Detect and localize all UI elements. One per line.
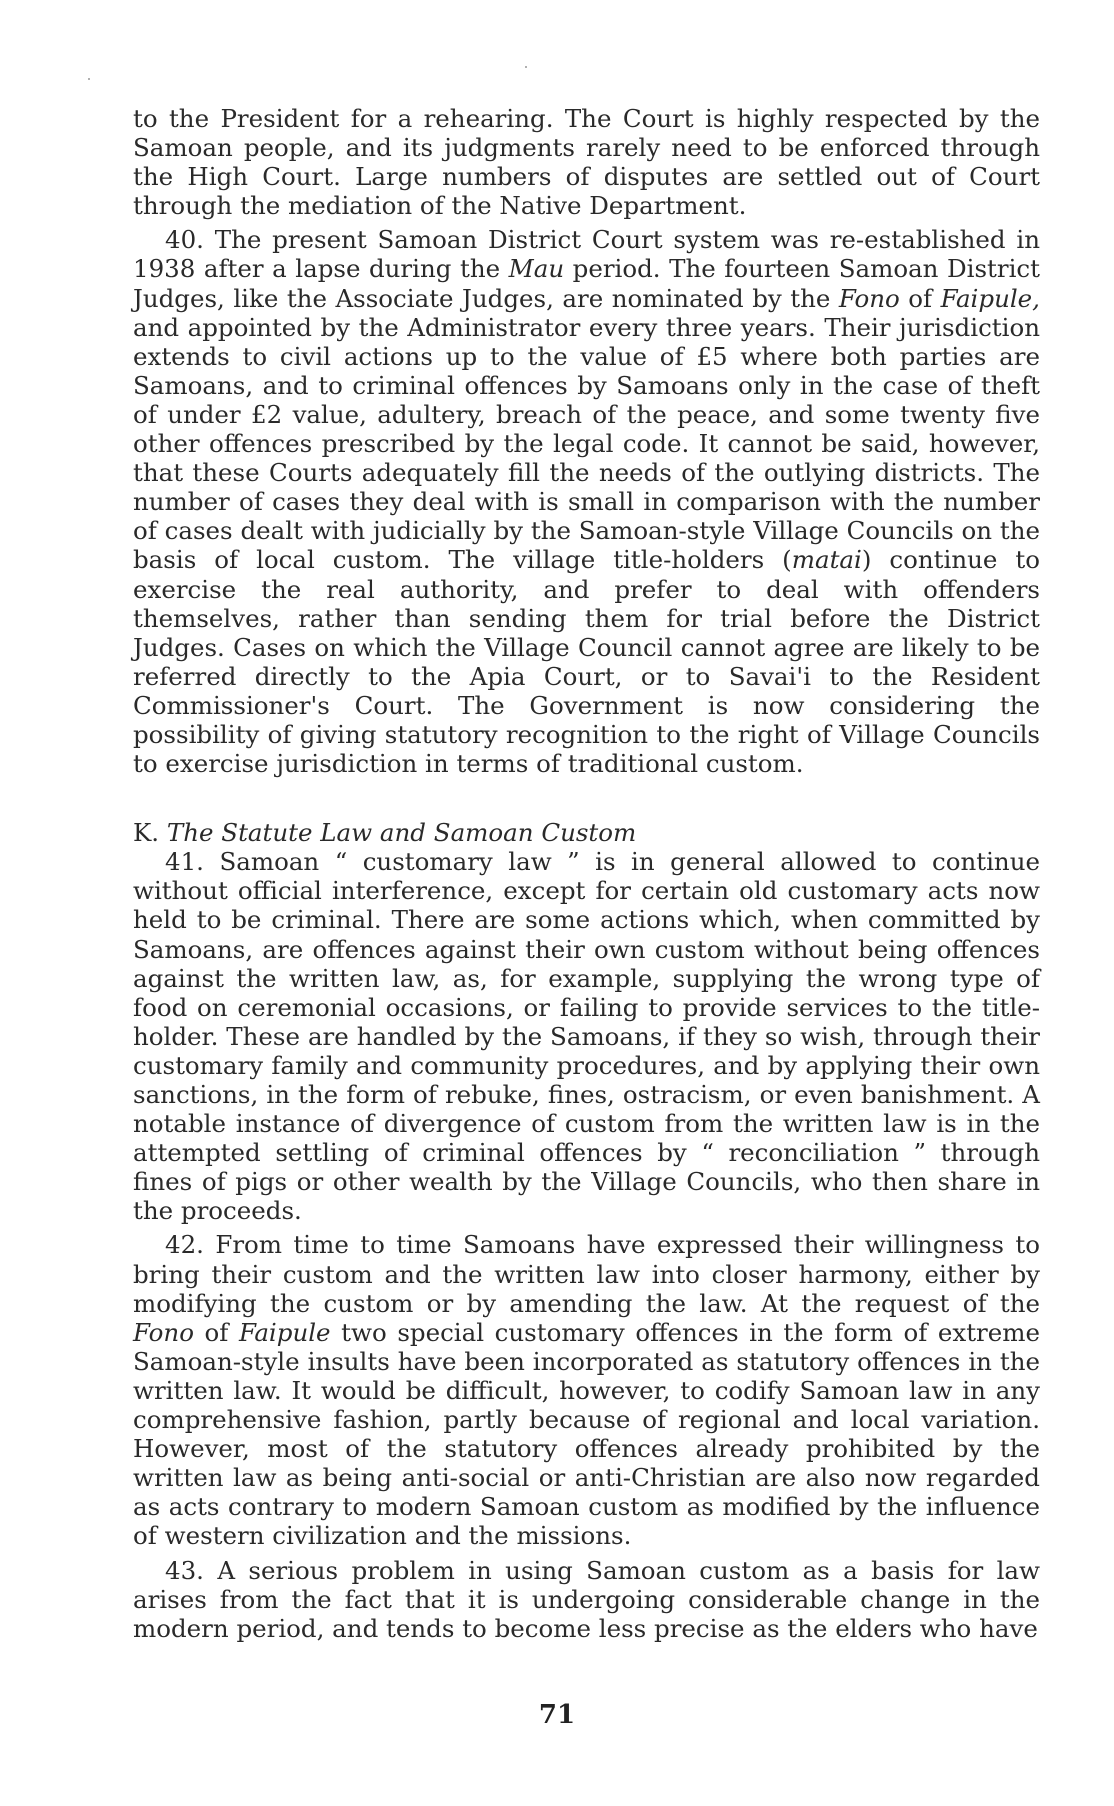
paragraph-43: 43. A serious problem in using Samoan custom as a basis for law arises from the fact that it is undergoing considerable change in the modern period, and tends to become less precise as the elders who have [133, 1555, 1040, 1643]
p42-faipule: Faipule [238, 1317, 331, 1347]
p40-mau: Mau [508, 254, 565, 284]
paragraph-41: 41. Samoan “ customary law ” is in general allowed to continue without official interference, except for certain old customary acts now held to be criminal. There are some actions which, when committed by Samoans, are offences against their own custom without being offences against the written law, as, for example, supplying the wrong type of food on ceremonial occasions, or failing to provide services to the title-holder. These are handled by the Samoans, if they so wish, through their customary family and community procedures, and by applying their own sanctions, in the form of rebuke, fines, ostracism, or even banishment. A notable instance of divergence of custom from the written law is in the attempted settling of criminal offences by “ reconciliation ” through fines of pigs or other wealth by the Village Councils, who then share in the proceeds. [133, 847, 1040, 1226]
p40-part-a: 40. The present Samoan District Court system was re-established in 1938 after a lapse during the [133, 225, 1040, 284]
p40-part-e: ) continue to exercise the real authority, and prefer to deal with offenders themselves, rather than sending them for trial before the District Judges. Cases on which the Village Council cannot agree are likely to be referred directly to the Apia Court, or to Savai'i to the Resident Commissioner's Court. The Government is now considering the possibility of giving statutory recognition to the right of Village Councils to exercise jurisdiction in terms of traditional custom. [133, 545, 1040, 779]
paragraph-continuation: to the President for a rehearing. The Court is highly respected by the Samoan people, and its judgments rarely need to be enforced through the High Court. Large numbers of disputes are settled out of Court through the mediation of the Native Department. [133, 104, 1040, 221]
p40-part-c: of [899, 283, 941, 313]
scan-speck [525, 66, 527, 68]
p40-part-b: period. The fourteen Samoan District Judges, like the Associate Judges, are nominated by the [133, 254, 1040, 313]
scan-speck [88, 78, 90, 80]
p42-part-c: two special customary offences in the form of extreme Samoan-style insults have been incorporated as statutory offences in the written law. It would be difficult, however, to codify Samoan law in any comprehensive fashion, partly because of regional and local variation. However, most of the statutory offences already prohibited by the written law as being anti-social or anti-Christian are also now regarded as acts contrary to modern Samoan custom as modified by the influence of western civilization and the missions. [133, 1317, 1040, 1551]
p40-faipule: Faipule, [940, 283, 1040, 313]
p40-fono: Fono [838, 283, 900, 313]
page-body [133, 104, 1040, 1643]
p40-part-d: and appointed by the Administrator every three years. Their jurisdiction extends to civil actions up to the value of £5 where both parties are Samoans, and to criminal offences by Samoans only in the case of theft of under £2 value, adultery, breach of the peace, and some twenty five other offences prescribed by the legal code. It cannot be said, however, that these Courts adequately fill the needs of the outlying districts. The number of cases they deal with is small in comparison with the number of cases dealt with judicially by the Samoan-style Village Councils on the basis of local custom. The village title-holders ( [133, 312, 1040, 575]
p42-part-b: of [193, 1317, 239, 1347]
section-letter: K. [133, 818, 167, 848]
section-heading-k [133, 818, 1040, 847]
page-number: 71 [538, 1700, 576, 1730]
p40-matai: matai [791, 545, 862, 575]
p42-fono: Fono [133, 1317, 194, 1347]
paragraph-42 [133, 1230, 1040, 1550]
section-title: The Statute Law and Samoan Custom [166, 818, 637, 848]
paragraph-40 [133, 225, 1040, 778]
p42-part-a: 42. From time to time Samoans have expressed their willingness to bring their custom and the written law into closer harmony, either by modifying the custom or by amending the law. At the request of the [133, 1230, 1040, 1318]
